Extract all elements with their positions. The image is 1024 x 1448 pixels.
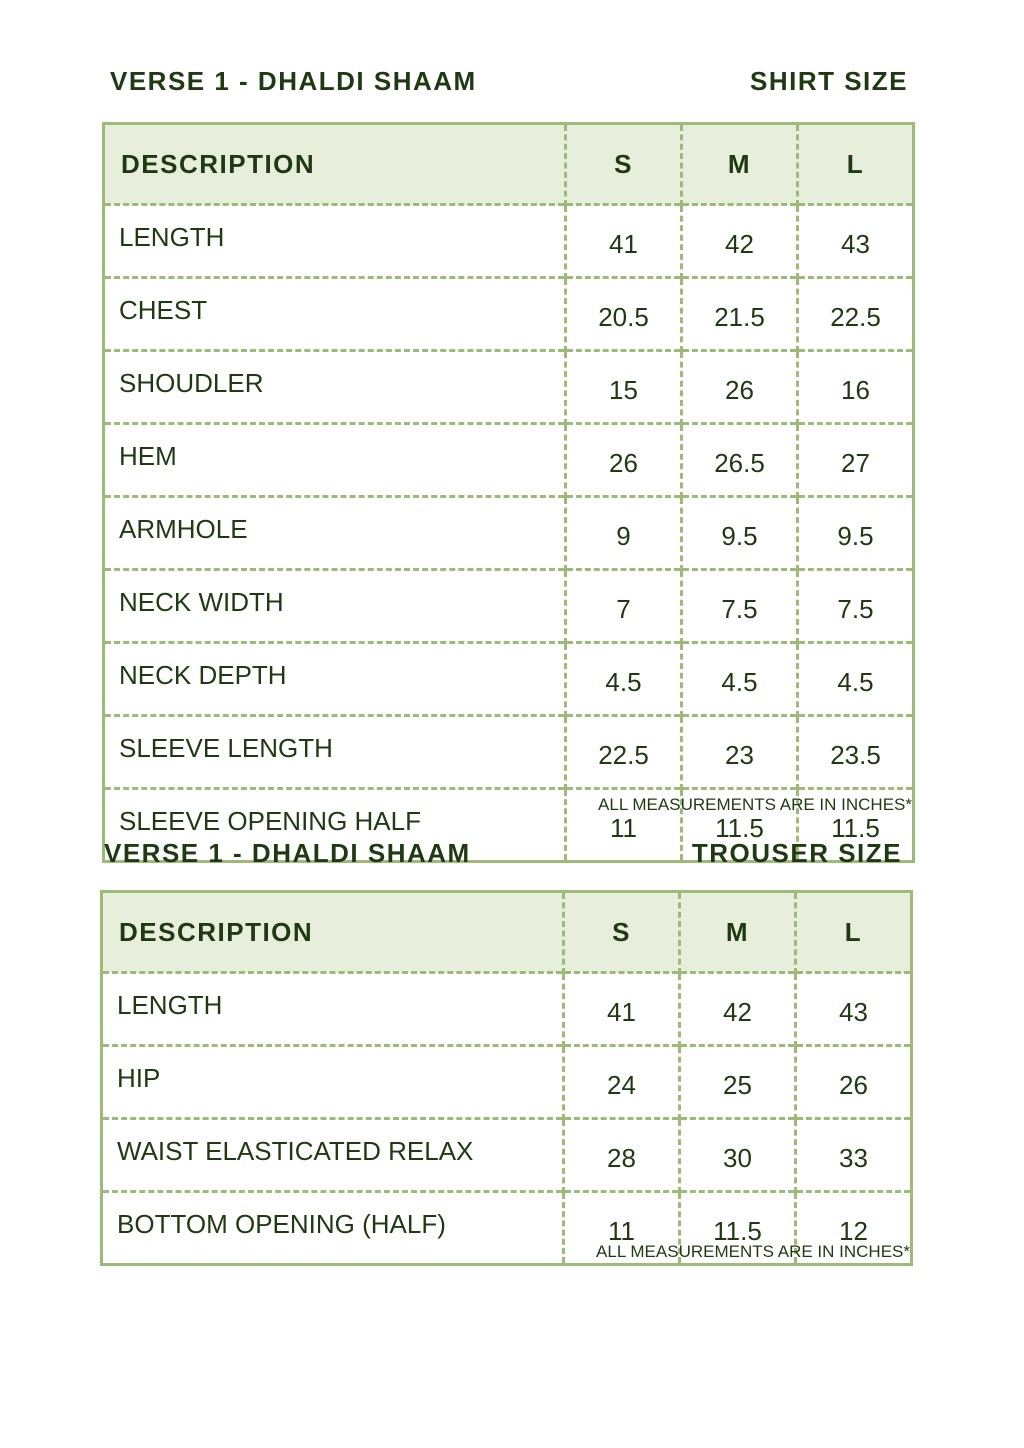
table-row xyxy=(102,973,912,1046)
trouser-measurement-note: ALL MEASUREMENTS ARE IN INCHES* xyxy=(596,1242,910,1261)
cell-l: 22.5 xyxy=(798,278,914,351)
cell-s: 11 xyxy=(564,1192,680,1265)
cell-s: 4.5 xyxy=(566,643,682,716)
cell-s: 15 xyxy=(566,351,682,424)
row-label: NECK WIDTH xyxy=(104,570,566,643)
table-row xyxy=(104,205,914,278)
row-label: HEM xyxy=(104,424,566,497)
column-header-description: DESCRIPTION xyxy=(102,892,564,973)
shirt-measurement-note: ALL MEASUREMENTS ARE IN INCHES* xyxy=(598,795,912,814)
column-header-s: S xyxy=(564,892,680,973)
table-row xyxy=(104,643,914,716)
trouser-size-label: TROUSER SIZE xyxy=(691,838,902,868)
cell-l: 43 xyxy=(798,205,914,278)
cell-l: 26 xyxy=(796,1046,912,1119)
row-label: ARMHOLE xyxy=(104,497,566,570)
cell-m: 25 xyxy=(680,1046,796,1119)
table-row xyxy=(104,278,914,351)
cell-s: 26 xyxy=(566,424,682,497)
row-label: LENGTH xyxy=(102,973,564,1046)
table-row xyxy=(104,424,914,497)
table-row xyxy=(104,570,914,643)
cell-m: 9.5 xyxy=(682,497,798,570)
cell-m: 26 xyxy=(682,351,798,424)
row-label: LENGTH xyxy=(104,205,566,278)
cell-m: 30 xyxy=(680,1119,796,1192)
cell-l: 12 xyxy=(796,1192,912,1265)
cell-l: 33 xyxy=(796,1119,912,1192)
cell-l: 16 xyxy=(798,351,914,424)
cell-l: 4.5 xyxy=(798,643,914,716)
cell-m: 11.5 xyxy=(682,789,798,862)
row-label: BOTTOM OPENING (HALF) xyxy=(102,1192,564,1265)
table-row xyxy=(104,497,914,570)
column-header-l: L xyxy=(796,892,912,973)
cell-l: 7.5 xyxy=(798,570,914,643)
trouser-size-table xyxy=(100,890,913,1266)
cell-l: 9.5 xyxy=(798,497,914,570)
column-header-m: M xyxy=(680,892,796,973)
cell-l: 27 xyxy=(798,424,914,497)
cell-m: 11.5 xyxy=(680,1192,796,1265)
shirt-size-table xyxy=(102,122,915,863)
cell-s: 28 xyxy=(564,1119,680,1192)
cell-s: 20.5 xyxy=(566,278,682,351)
column-header-s: S xyxy=(566,124,682,205)
row-label: NECK DEPTH xyxy=(104,643,566,716)
cell-m: 7.5 xyxy=(682,570,798,643)
cell-s: 24 xyxy=(564,1046,680,1119)
cell-s: 22.5 xyxy=(566,716,682,789)
cell-l: 43 xyxy=(796,973,912,1046)
cell-s: 7 xyxy=(566,570,682,643)
cell-m: 42 xyxy=(680,973,796,1046)
row-label: WAIST ELASTICATED RELAX xyxy=(102,1119,564,1192)
column-header-l: L xyxy=(798,124,914,205)
column-header-description: DESCRIPTION xyxy=(104,124,566,205)
cell-m: 26.5 xyxy=(682,424,798,497)
row-label: SLEEVE LENGTH xyxy=(104,716,566,789)
table-row xyxy=(104,716,914,789)
cell-s: 41 xyxy=(566,205,682,278)
cell-s: 41 xyxy=(564,973,680,1046)
cell-l: 23.5 xyxy=(798,716,914,789)
cell-m: 42 xyxy=(682,205,798,278)
table-header-row xyxy=(104,124,914,205)
table-header-row xyxy=(102,892,912,973)
cell-m: 21.5 xyxy=(682,278,798,351)
cell-s: 9 xyxy=(566,497,682,570)
cell-m: 4.5 xyxy=(682,643,798,716)
cell-s: 11 xyxy=(566,789,682,862)
shirt-section-title: VERSE 1 - DHALDI SHAAM xyxy=(110,66,477,96)
cell-l: 11.5 xyxy=(798,789,914,862)
row-label: HIP xyxy=(102,1046,564,1119)
trouser-section-title: VERSE 1 - DHALDI SHAAM xyxy=(104,838,471,868)
table-row xyxy=(104,351,914,424)
row-label: SHOUDLER xyxy=(104,351,566,424)
table-row xyxy=(102,1119,912,1192)
row-label: CHEST xyxy=(104,278,566,351)
column-header-m: M xyxy=(682,124,798,205)
cell-m: 23 xyxy=(682,716,798,789)
table-row xyxy=(102,1046,912,1119)
shirt-size-label: SHIRT SIZE xyxy=(749,66,908,96)
row-label: SLEEVE OPENING HALF xyxy=(104,789,566,862)
